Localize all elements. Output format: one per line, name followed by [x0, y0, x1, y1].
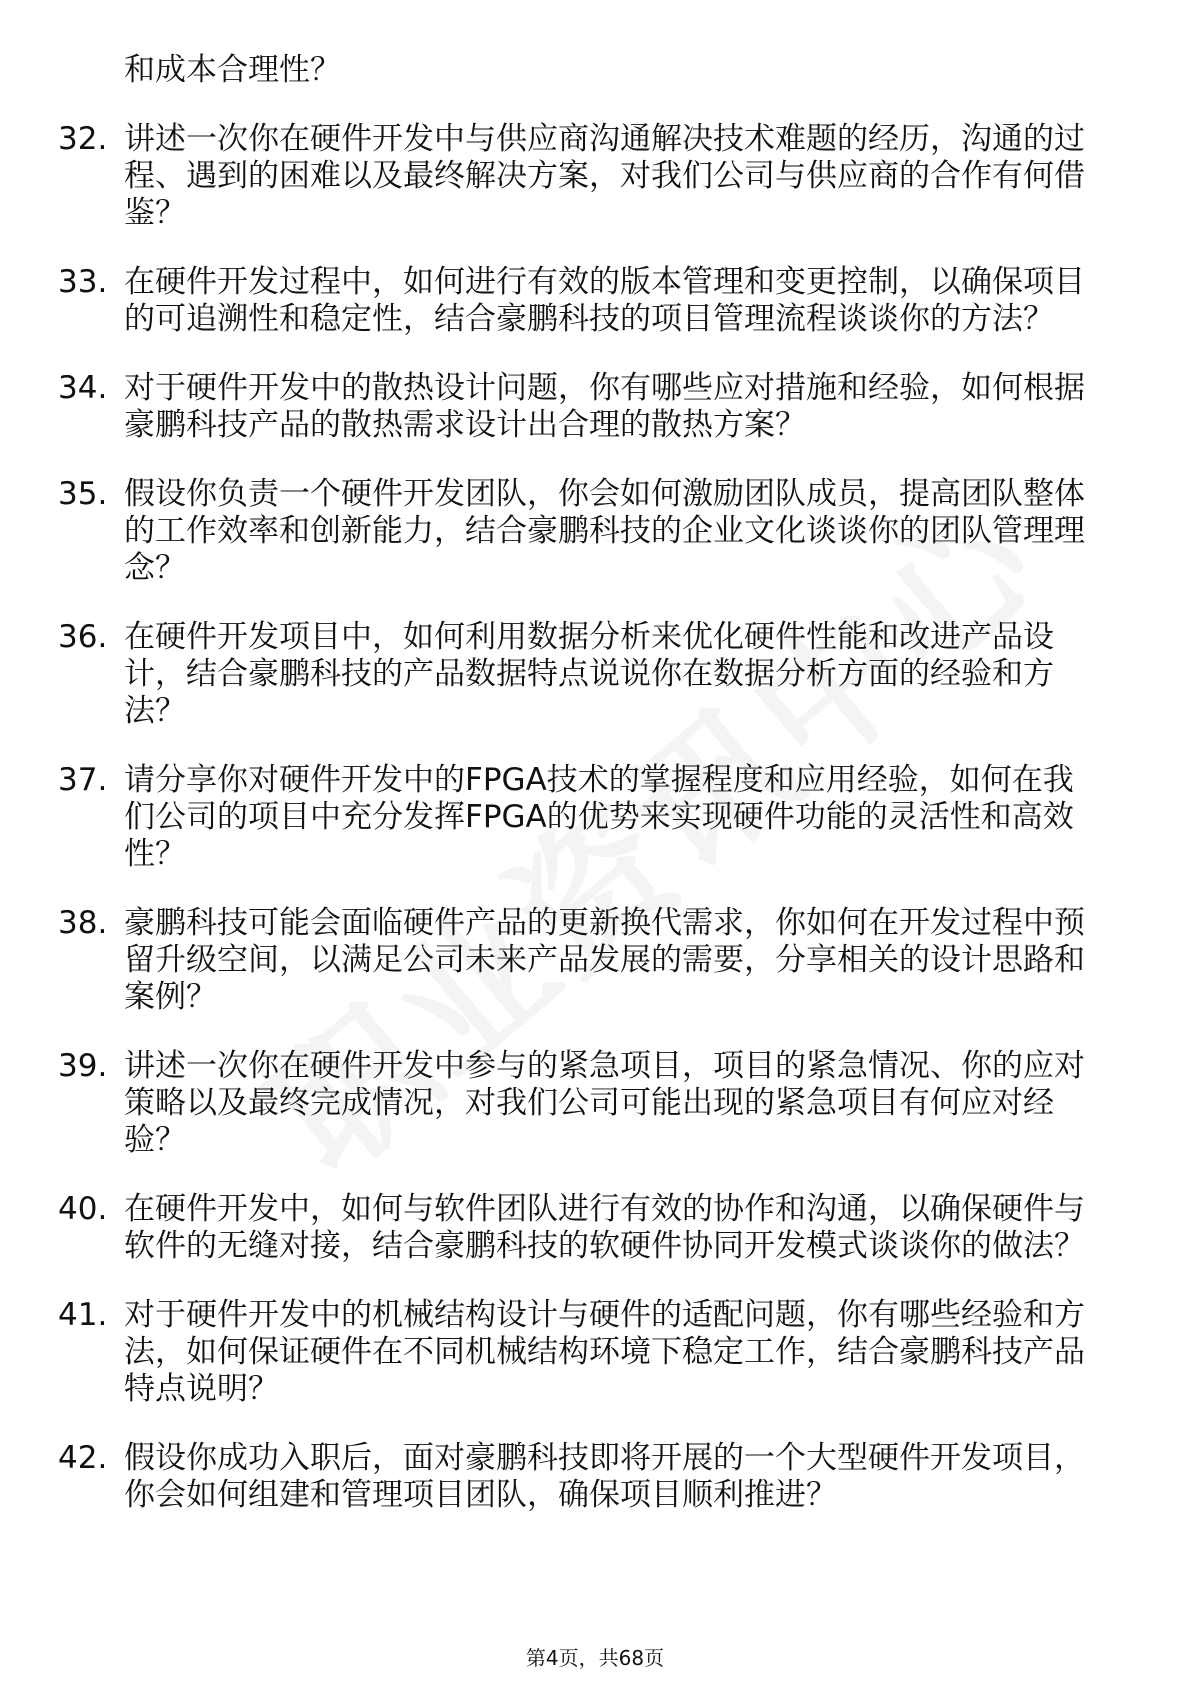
question-text: 请分享你对硬件开发中的FPGA技术的掌握程度和应用经验，如何在我们公司的项目中充分发挥FPGA的优势来实现硬件功能的灵活性和高效性？: [124, 762, 1074, 872]
question-item: [58, 370, 1118, 444]
question-number: 41.: [58, 1297, 108, 1333]
question-item: [58, 1297, 1118, 1408]
question-text: 在硬件开发项目中，如何利用数据分析来优化硬件性能和改进产品设计，结合豪鹏科技的产品数据特点说说你在数据分析方面的经验和方法？: [124, 619, 1054, 729]
question-text: 假设你成功入职后，面对豪鹏科技即将开展的一个大型硬件开发项目，你会如何组建和管理项目团队，确保项目顺利推进？: [124, 1440, 1085, 1513]
question-item: [58, 1191, 1118, 1265]
question-text: 在硬件开发过程中，如何进行有效的版本管理和变更控制，以确保项目的可追溯性和稳定性，结合豪鹏科技的项目管理流程谈谈你的方法？: [124, 264, 1085, 337]
question-number: 34.: [58, 370, 108, 406]
question-number: 40.: [58, 1191, 108, 1227]
question-text: 讲述一次你在硬件开发中参与的紧急项目，项目的紧急情况、你的应对策略以及最终完成情况，对我们公司可能出现的紧急项目有何应对经验？: [124, 1048, 1085, 1158]
continuation-text: 和成本合理性？: [124, 52, 341, 88]
question-item: [58, 1048, 1118, 1159]
question-number: 35.: [58, 476, 108, 512]
question-text: 对于硬件开发中的散热设计问题，你有哪些应对措施和经验，如何根据豪鹏科技产品的散热需求设计出合理的散热方案？: [124, 370, 1085, 443]
question-item: [58, 476, 1118, 587]
question-number: 33.: [58, 264, 108, 300]
question-text: 在硬件开发中，如何与软件团队进行有效的协作和沟通，以确保硬件与软件的无缝对接，结合豪鹏科技的软硬件协同开发模式谈谈你的做法？: [124, 1191, 1085, 1264]
question-item: [58, 1440, 1118, 1514]
question-number: 36.: [58, 619, 108, 655]
question-item: [58, 121, 1118, 232]
question-text: 豪鹏科技可能会面临硬件产品的更新换代需求，你如何在开发过程中预留升级空间，以满足公司未来产品发展的需要，分享相关的设计思路和案例？: [124, 905, 1085, 1015]
question-number: 42.: [58, 1440, 108, 1476]
question-number: 37.: [58, 762, 108, 798]
question-item: [58, 905, 1118, 1016]
question-text: 假设你负责一个硬件开发团队，你会如何激励团队成员，提高团队整体的工作效率和创新能力，结合豪鹏科技的企业文化谈谈你的团队管理理念？: [124, 476, 1085, 586]
document-body: [58, 52, 1118, 1546]
question-item: [58, 619, 1118, 730]
page-footer: 第4页，共68页: [525, 1646, 665, 1670]
question-number: 32.: [58, 121, 108, 157]
question-text: 讲述一次你在硬件开发中与供应商沟通解决技术难题的经历，沟通的过程、遇到的困难以及最终解决方案，对我们公司与供应商的合作有何借鉴？: [124, 121, 1085, 231]
question-item: [58, 264, 1118, 338]
question-number: 38.: [58, 905, 108, 941]
question-item: [58, 762, 1118, 873]
question-number: 39.: [58, 1048, 108, 1084]
question-text: 对于硬件开发中的机械结构设计与硬件的适配问题，你有哪些经验和方法，如何保证硬件在不同机械结构环境下稳定工作，结合豪鹏科技产品特点说明？: [124, 1297, 1085, 1407]
